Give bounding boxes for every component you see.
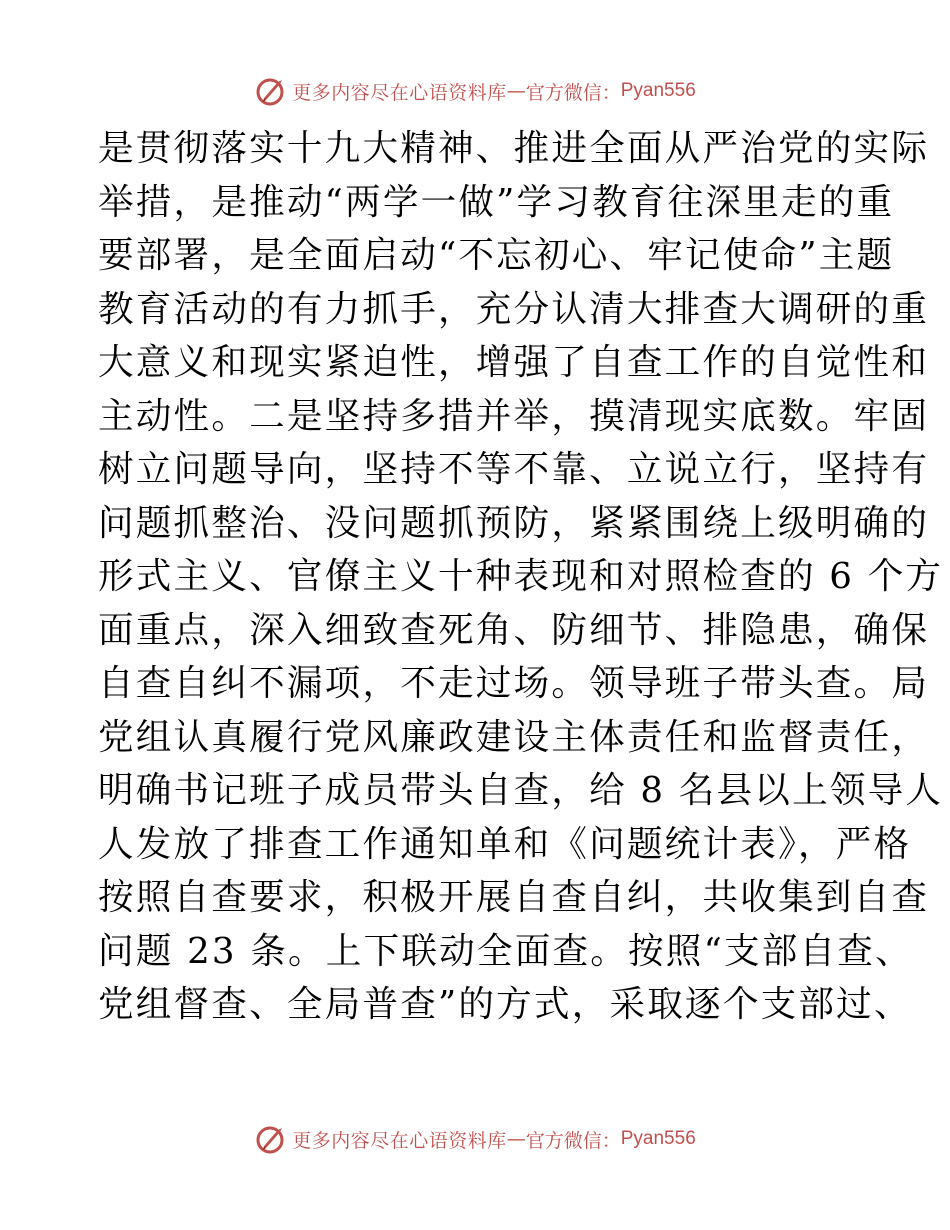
pen-logo-icon <box>254 74 288 108</box>
header-wechat-label: 官方微信： <box>525 81 621 104</box>
text-line: 大意义和现实紧迫性，增强了自查工作的自觉性和 <box>98 342 930 383</box>
footer-brand: 更多内容尽在心语资料库 <box>292 1129 507 1152</box>
text-line: 明确书记班子成员带头自查，给 8 名县以上领导人 <box>98 770 944 811</box>
text-line: 问题抓整治、没问题抓预防，紧紧围绕上级明确的 <box>98 502 930 544</box>
text-line: 形式主义、官僚主义十种表现和对照检查的 6 个方 <box>98 556 944 597</box>
text-line: 面重点，深入细致查死角、防细节、排隐患，确保 <box>98 609 930 651</box>
pen-logo-icon <box>254 1122 288 1156</box>
text-line: 自查自纠不漏项，不走过场。领导班子带头查。局 <box>98 663 930 704</box>
text-line: 党组认真履行党风廉政建设主体责任和监督责任， <box>98 716 930 758</box>
text-line: 人发放了排查工作通知单和《问题统计表》，严格 <box>98 823 912 865</box>
footer-banner <box>0 1122 950 1156</box>
text-line: 教育活动的有力抓手，充分认清大排查大调研的重 <box>98 288 930 330</box>
text-line: 党组督查、全局普查”的方式，采取逐个支部过、 <box>98 984 912 1025</box>
footer-separator: — <box>506 1128 526 1150</box>
text-line: 要部署，是全面启动“不忘初心、牢记使命”主题 <box>98 235 895 276</box>
body-paragraph <box>98 122 944 1032</box>
text-line: 按照自查要求，积极开展自查自纠，共收集到自查 <box>98 877 930 918</box>
footer-wechat-id: Pyan556 <box>620 1128 696 1149</box>
header-wechat-id: Pyan556 <box>620 80 696 101</box>
text-line: 树立问题导向，坚持不等不靠、立说立行，坚持有 <box>98 449 930 490</box>
text-line: 主动性。二是坚持多措并举，摸清现实底数。牢固 <box>98 395 930 437</box>
header-separator: — <box>506 80 526 102</box>
header-banner <box>0 74 950 108</box>
header-brand: 更多内容尽在心语资料库 <box>292 81 507 104</box>
footer-wechat-label: 官方微信： <box>525 1129 621 1152</box>
text-line: 是贯彻落实十九大精神、推进全面从严治党的实际 <box>98 128 930 169</box>
text-line: 举措，是推动“两学一做”学习教育往深里走的重 <box>98 181 895 223</box>
text-line: 问题 23 条。上下联动全面查。按照“支部自查、 <box>98 930 913 972</box>
